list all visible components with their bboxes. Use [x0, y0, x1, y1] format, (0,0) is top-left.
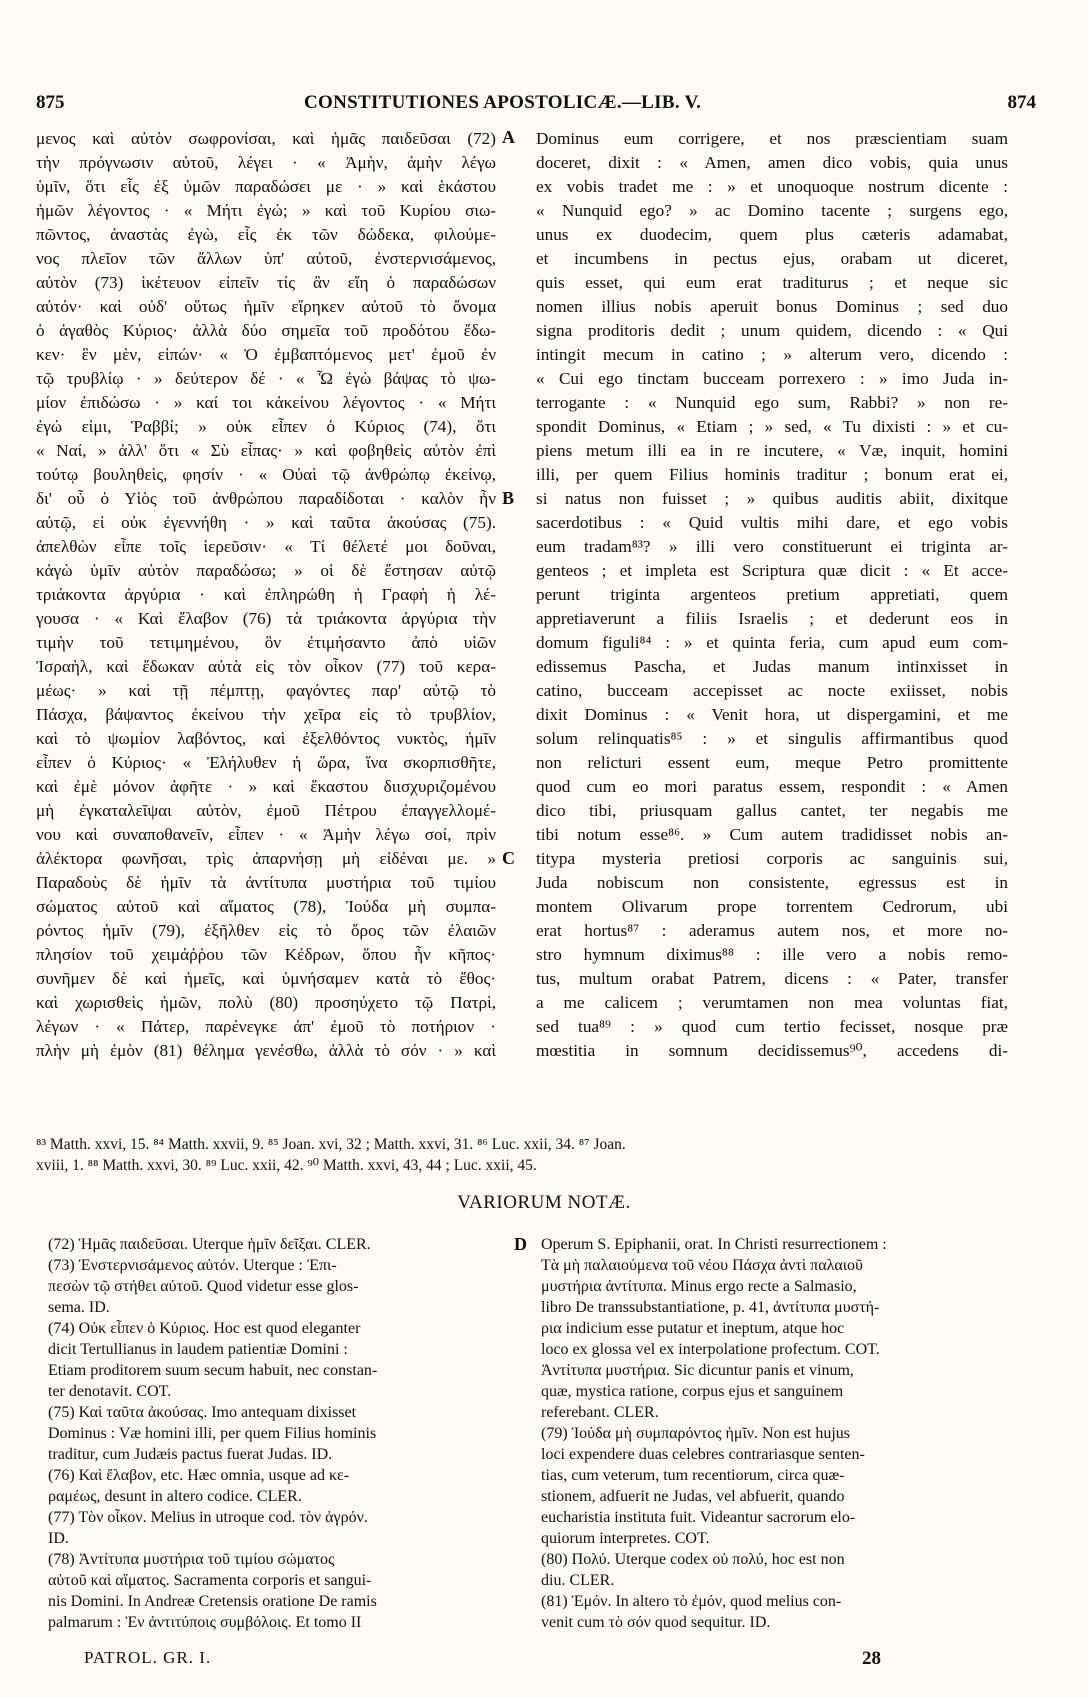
greek-text-line: Παραδοὺς δὲ ἡμῖν τὰ ἀντίτυπα μυστήρια τοῦ τιμίου	[36, 873, 496, 892]
latin-text-line: stro hymnum diximus⁸⁸ : ille vero a nobis remo-	[536, 945, 1008, 964]
note-line: (77) Τὸν οἶκον. Melius in utroque cod. τὸν ἀγρόν.	[48, 1509, 368, 1526]
latin-text-line: illi, per quem Filius hominis traditur ; bonum erat ei,	[536, 465, 1008, 484]
latin-text-line: unus ex duodecim, quem plus cæteris adamabat,	[536, 225, 1008, 244]
latin-text-line: Juda nobiscum non consistente, egressus est in	[536, 873, 1008, 892]
latin-text-line: catino, bucceam accepisset ac nocte exiisset, nobis	[536, 681, 1008, 700]
greek-text-line: τῷ τρυβλίῳ · » δεύτερον δέ · « Ὧ ἐγὼ βάψας τὸ ψω-	[36, 369, 496, 388]
latin-text-line: domum figuli⁸⁴ : » et quinta feria, cum apud eum com-	[536, 633, 1008, 652]
greek-text-line: πῶντος, ἀναστὰς ἐγὼ, εἷς ἐκ τῶν δώδεκα, φιλούμε-	[36, 225, 496, 244]
margin-marker-a: A	[502, 127, 515, 147]
greek-text-line: κεν· ἓν μὲν, εἰπών· « Ὁ ἐμβαπτόμενος μετ' ἐμοῦ ἐν	[36, 345, 496, 364]
latin-text-line: ex vobis tradet me : » et unoquoque nostrum dicente :	[536, 177, 1008, 196]
latin-text-line: piens metum illi ea in re incutere, « Væ, inquit, homini	[536, 441, 1008, 460]
note-line: ter denotavit. COT.	[48, 1383, 172, 1400]
latin-text-line: signa proditoris dedit ; unum quidem, dicendo : « Qui	[536, 321, 1008, 340]
note-line: tias, cum veterum, tum recentiorum, circa quæ-	[541, 1467, 845, 1484]
latin-text-line: terrogante : « Nunquid ego sum, Rabbi? » non re-	[536, 393, 1008, 412]
footer-series-label: PATROL. GR. I.	[84, 1648, 212, 1667]
latin-text-line: dico tibi, priusquam gallus cantet, ter negabis me	[536, 801, 1008, 820]
latin-text-line: quod cum eo mori paratus essem, respondit : « Amen	[536, 777, 1008, 796]
latin-text-line: erat hortus⁸⁷ : aderamus autem nos, et more no-	[536, 921, 1008, 940]
note-line: nis Domini. In Andreæ Cretensis oratione De ramis	[48, 1593, 377, 1610]
greek-text-line: τούτῳ βουληθεὶς, φησίν · « Οὐαὶ τῷ ἀνθρώπῳ ἐκείνῳ,	[36, 465, 496, 484]
greek-text-line: ἐγώ εἰμι, Ῥαββί; » οὐκ εἶπεν ὁ Κύριος (74), ὅτι	[36, 417, 496, 436]
greek-text-line: ἡμῶν λέγοντος · « Μήτι ἐγώ; » καὶ τοῦ Κυρίου σιω-	[36, 201, 496, 220]
greek-text-line: αὐτὸν (73) ἱκέτευον εἰπεῖν τίς ἂν εἴη ὁ παραδώσων	[36, 273, 496, 292]
greek-text-line: συνῆμεν δὲ καὶ ἡμεῖς, καὶ ὑμνήσαμεν κατὰ τὸ ἔθος·	[36, 969, 496, 988]
greek-text-line: νος πλεῖον τῶν ἄλλων ὑπ' αὐτοῦ, ἐνστερνισάμενος,	[36, 249, 496, 268]
latin-text-line: dixit Dominus : « Venit hora, ut dispergamini, et me	[536, 705, 1008, 724]
greek-text-line: αὐτῷ, εἰ οὐκ ἐγεννήθη · » καὶ ταῦτα ἀκούσας (75).	[36, 513, 496, 532]
running-header	[36, 92, 1036, 126]
note-line: (76) Καὶ ἔλαβον, etc. Hæc omnia, usque ad κε-	[48, 1467, 350, 1484]
margin-marker-b: B	[502, 488, 515, 508]
greek-text-line: ρόντος ἡμῖν (79), ἐξῆλθεν εἰς τὸ ὄρος τῶν ἐλαιῶν	[36, 921, 496, 940]
greek-text-column	[36, 127, 496, 1063]
greek-text-line: Πάσχα, βάψαντος ἐκείνου τὴν χεῖρα εἰς τὸ τρυβλίον,	[36, 705, 496, 724]
note-line: traditur, cum Judæis pactus fuerat Judas. ID.	[48, 1446, 333, 1463]
latin-text-line: non relicturi essent eum, meque Petro promittente	[536, 753, 1008, 772]
greek-text-line: ἀλέκτορα φωνῆσαι, τρὶς ἀπαρνήσῃ μὴ εἰδέναι με. »	[36, 849, 496, 868]
note-line: πεσὼν τῷ στήθει αὐτοῦ. Quod videtur esse glos-	[48, 1278, 359, 1295]
notes-left-column	[48, 1234, 510, 1633]
latin-text-line: intingit mecum in catino ; » alterum vero, dicendo :	[536, 345, 1008, 364]
greek-text-line: αὐτόν· καὶ οὐδ' οὕτως ἡμῖν εἴρηκεν αὐτοῦ τὸ ὄνομα	[36, 297, 496, 316]
note-line: (78) Ἀντίτυπα μυστήρια τοῦ τιμίου σώματος	[48, 1551, 335, 1568]
greek-text-line: μὴ ἐγκαταλεῖψαι αὐτὸν, ἐμοῦ Πέτρου ἐπαγγελλομέ-	[36, 801, 496, 820]
greek-text-line: πλησίον τοῦ χειμάῤῥου τῶν Κέδρων, ὅπου ἦν κῆπος·	[36, 945, 496, 964]
note-line: Dominus : Væ homini illi, per quem Filius hominis	[48, 1425, 377, 1442]
greek-text-line: μέως· » καὶ τῇ πέμπτῃ, φαγόντες παρ' αὐτῷ τὸ	[36, 681, 496, 700]
note-line: (73) Ἐνστερνισάμενος αὐτόν. Uterque : Ἐπι-	[48, 1257, 337, 1274]
scripture-reference-line: xviii, 1. ⁸⁸ Matth. xxvi, 30. ⁸⁹ Luc. xxii, 42. ⁹⁰ Matth. xxvi, 43, 44 ; Luc. xxii, 45.	[36, 1157, 537, 1174]
greek-text-line: μενος καὶ αὐτὸν σωφρονίσαι, καὶ ἡμᾶς παιδεῦσαι (72)	[36, 129, 496, 148]
variorum-notes-title: VARIORUM NOTÆ.	[457, 1192, 631, 1213]
latin-text-line: et incumbens in pectus ejus, orabam ut diceret,	[536, 249, 1008, 268]
latin-text-line: Dominus eum corrigere, et nos præscientiam suam	[536, 129, 1008, 148]
latin-text-line: genteos ; et impleta est Scriptura quæ dicit : « Et acce-	[536, 561, 1008, 580]
greek-text-line: πλὴν μὴ ἐμὸν (81) θέλημα γενέσθω, ἀλλὰ τὸ σόν · » καὶ	[36, 1041, 496, 1060]
latin-text-line: tibi notum esse⁸⁶. » Cum autem tradidisset nobis an-	[536, 825, 1008, 844]
notes-right-column	[541, 1234, 1019, 1633]
note-line: (74) Οὐκ εἶπεν ὁ Κύριος. Hoc est quod eleganter	[48, 1320, 361, 1337]
note-line: sema. ID.	[48, 1299, 110, 1316]
note-line: ID.	[48, 1530, 69, 1547]
greek-text-line: κἀγὼ ὑμῖν αὐτὸν παραδώσω; » οἱ δὲ ἔστησαν αὐτῷ	[36, 561, 496, 580]
latin-text-line: doceret, dixit : « Amen, amen dico vobis, quia unus	[536, 153, 1008, 172]
note-line: venit cum τὸ σόν quod sequitur. ID.	[541, 1614, 771, 1631]
latin-text-line: « Nunquid ego? » ac Domino tacente ; surgens ego,	[536, 201, 1008, 220]
latin-text-line: perunt triginta argenteos pretium appretiati, quem	[536, 585, 1008, 604]
note-line: Etiam proditorem suum secum habuit, nec constan-	[48, 1362, 378, 1379]
greek-text-line: καὶ τὸ ψωμίον λαβόντος, καὶ ἐξελθόντος νυκτὸς, ἡμῖν	[36, 729, 496, 748]
note-line: dicit Tertullianus in laudem patientiæ Domini :	[48, 1341, 348, 1358]
note-line: quiorum interpretes. COT.	[541, 1530, 710, 1547]
note-line: αὐτοῦ καὶ αἵματος. Sacramenta corporis et sangui-	[48, 1572, 372, 1589]
scripture-references	[36, 1134, 1036, 1176]
latin-text-line: « Cui ego tinctam bucceam porrexero : » imo Juda in-	[536, 369, 1008, 388]
latin-text-line: montem Olivarum prope torrentem Cedrorum, ubi	[536, 897, 1008, 916]
greek-text-line: σώματος αὐτοῦ καὶ αἵματος (78), Ἰούδα μὴ συμπα-	[36, 897, 496, 916]
greek-text-line: ἀπελθὼν εἶπε τοῖς ἱερεῦσιν· « Τί θέλετέ μοι δοῦναι,	[36, 537, 496, 556]
greek-text-line: καὶ ἐμὲ μόνον ἀφῆτε · » καὶ ἕκαστου διισχυριζομένου	[36, 777, 496, 796]
margin-marker-d: D	[514, 1234, 527, 1254]
note-line: μυστήρια ἀντίτυπα. Minus ergo recte a Salmasio,	[541, 1278, 857, 1295]
greek-text-line: ὁ ἀγαθὸς Κύριος· ἀλλὰ δύο σημεῖα τοῦ προδότου ἔδω-	[36, 321, 496, 340]
margin-marker-c: C	[502, 848, 515, 868]
latin-text-line: edissemus Pascha, et Judas manum intinxisset in	[536, 657, 1008, 676]
scripture-reference-line: ⁸³ Matth. xxvi, 15. ⁸⁴ Matth. xxvii, 9. ⁸⁵ Joan. xvi, 32 ; Matth. xxvi, 31. ⁸⁶ Luc. xxii, 34. ⁸⁷ Joan.	[36, 1136, 626, 1153]
latin-text-line: appretiaverunt a filiis Israelis ; et dederunt eos in	[536, 609, 1008, 628]
note-line: libro De transsubstantiatione, p. 41, ἀντίτυπα μυστή-	[541, 1299, 880, 1316]
note-line: quæ, mystica ratione, corpus ejus et sanguinem	[541, 1383, 844, 1400]
latin-text-column	[536, 127, 1008, 1063]
latin-text-line: titypa mysteria pretiosi corporis ac sanguinis sui,	[536, 849, 1008, 868]
note-line: Operum S. Epiphanii, orat. In Christi resurrectionem :	[541, 1236, 887, 1253]
note-line: (79) Ἰούδα μὴ συμπαρόντος ἡμῖν. Non est hujus	[541, 1425, 851, 1442]
latin-text-line: tus, multum orabat Patrem, dicens : « Pater, transfer	[536, 969, 1008, 988]
footer-page-number: 28	[862, 1648, 881, 1669]
latin-text-line: spondit Dominus, « Etiam ; » sed, « Tu dixisti : » et cu-	[536, 417, 1008, 436]
note-line: loci expendere duas celebres contrariasque senten-	[541, 1446, 865, 1463]
note-line: eucharistia instituta fuit. Videantur sacrorum elo-	[541, 1509, 856, 1526]
greek-text-line: τιμὴν τοῦ τετιμημένου, ὃν ἐτιμήσαντο ἀπὸ υἱῶν	[36, 633, 496, 652]
latin-text-line: a me calicem ; verumtamen non mea voluntas fiat,	[536, 993, 1008, 1012]
greek-text-line: Ἰσραὴλ, καὶ ἔδωκαν αὐτὰ εἰς τὸν οἶκον (77) τοῦ κερα-	[36, 657, 496, 676]
greek-text-line: « Ναί, » ἀλλ' ὅτι « Σὺ εἶπας· » καὶ φοβηθεὶς αὐτὸν ἐπὶ	[36, 441, 496, 460]
latin-text-line: eum tradam⁸³? » illi vero constituerunt ei triginta ar-	[536, 537, 1008, 556]
note-line: (75) Καὶ ταῦτα ἀκούσας. Imo antequam dixisset	[48, 1404, 357, 1421]
latin-text-line: sed tua⁸⁹ : » quod cum tertio fecisset, nosque præ	[536, 1017, 1008, 1036]
latin-text-line: mœstitia in somnum decidissemus⁹⁰, accedens di-	[536, 1041, 1008, 1060]
latin-text-line: sacerdotibus : « Quid vultis mihi dare, et ego vobis	[536, 513, 1008, 532]
note-line: (80) Πολύ. Uterque codex οὐ πολύ, hoc est non	[541, 1551, 845, 1568]
note-line: palmarum : Ἐν ἀντιτύποις συμβόλοις. Et tomo II	[48, 1614, 362, 1631]
greek-text-line: τριάκοντα ἀργύρια · καὶ ἐπληρώθη ἡ Γραφὴ ἡ λέ-	[36, 585, 496, 604]
greek-text-line: εἶπεν ὁ Κύριος· « Ἐλήλυθεν ἡ ὥρα, ἵνα σκορπισθῆτε,	[36, 753, 496, 772]
note-line: diu. CLER.	[541, 1572, 615, 1589]
note-line: (72) Ἡμᾶς παιδεῦσαι. Uterque ἡμῖν δεῖξαι. CLER.	[48, 1236, 371, 1253]
greek-text-line: δι' οὗ ὁ Υἱὸς τοῦ ἀνθρώπου παραδίδοται · καλὸν ἦν	[36, 489, 496, 508]
note-line: ραμέως, desunt in altero codice. CLER.	[48, 1488, 302, 1505]
note-line: Τὰ μὴ παλαιούμενα τοῦ νέου Πάσχα ἀντὶ παλαιοῦ	[541, 1257, 863, 1274]
note-line: loco ex glossa vel ex interpolatione profectum. COT.	[541, 1341, 880, 1358]
note-line: stionem, adfuerit ne Judas, vel abfuerit, quando	[541, 1488, 845, 1505]
greek-text-line: γουσα · « Καὶ ἔλαβον (76) τὰ τριάκοντα ἀργύρια τὴν	[36, 609, 496, 628]
header-right-page-number: 874	[1007, 92, 1036, 113]
note-line: Ἀντίτυπα μυστήρια. Sic dicuntur panis et vinum,	[541, 1362, 854, 1379]
greek-text-line: λέγων · « Πάτερ, παρένεγκε ἀπ' ἐμοῦ τὸ ποτήριον ·	[36, 1017, 496, 1036]
greek-text-line: καὶ χωρισθεὶς ἡμῶν, πολὺ (80) προσηύχετο τῷ Πατρὶ,	[36, 993, 496, 1012]
greek-text-line: νου καὶ συναποθανεῖν, εἶπεν · « Ἀμὴν λέγω σοί, πρὶν	[36, 825, 496, 844]
greek-text-line: μίον ἐπιδώσω · » καί τοι κἀκείνου λέγοντος · « Μήτι	[36, 393, 496, 412]
latin-text-line: si natus non fuisset ; » quibus auditis abiit, dixitque	[536, 489, 1008, 508]
greek-text-line: ὑμῖν, ὅτι εἷς ἐξ ὑμῶν παραδώσει με · » καὶ ἑκάστου	[36, 177, 496, 196]
note-line: (81) Ἐμόν. In altero τὸ ἐμόν, quod melius con-	[541, 1593, 842, 1610]
header-left-page-number: 875	[36, 92, 65, 113]
header-title: CONSTITUTIONES APOSTOLICÆ.—LIB. V.	[304, 92, 702, 113]
latin-text-line: solum relinquatis⁸⁵ : » et singulis affirmantibus quod	[536, 729, 1008, 748]
note-line: ρια indicium esse putatur et ineptum, atque hoc	[541, 1320, 845, 1337]
greek-text-line: τὴν πρόγνωσιν αὐτοῦ, λέγει · « Ἀμὴν, ἀμὴν λέγω	[36, 153, 496, 172]
latin-text-line: nomen illius nobis aperuit bonus Dominus ; sed duo	[536, 297, 1008, 316]
latin-text-line: quis esset, qui eum erat traditurus ; et neque sic	[536, 273, 1008, 292]
note-line: referebant. CLER.	[541, 1404, 659, 1421]
